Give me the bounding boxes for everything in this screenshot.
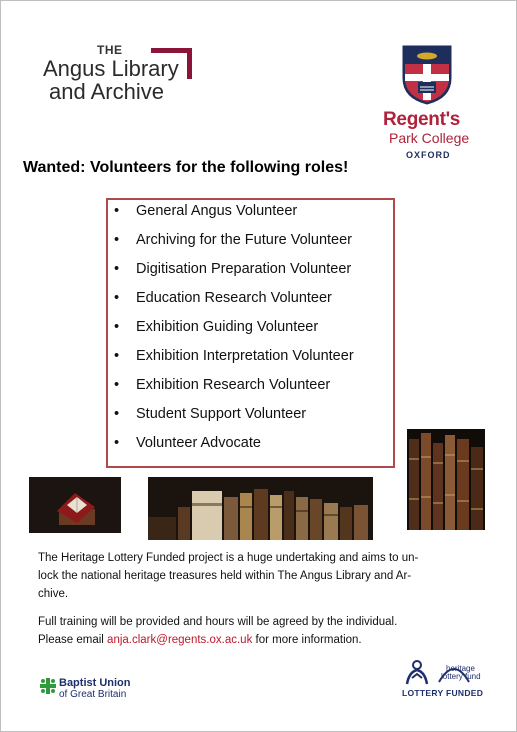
training-line: Full training will be provided and hours will be agreed by the individual.	[38, 616, 398, 628]
page-title: Wanted: Volunteers for the following roles!	[23, 159, 349, 176]
contact-line	[38, 631, 478, 649]
angus-logo-the: THE	[97, 43, 123, 57]
lottery-hands-icon	[403, 658, 431, 686]
contact-paragraph	[38, 613, 478, 649]
role-label: General Angus Volunteer	[136, 203, 298, 219]
role-label: Exhibition Research Volunteer	[136, 377, 331, 393]
intro-line: chive.	[38, 588, 69, 600]
intro-line: The Heritage Lottery Funded project is a huge undertaking and aims to un-	[38, 552, 419, 564]
bullet: •	[114, 319, 120, 335]
contact-prefix: Please email	[38, 634, 108, 646]
intro-paragraph	[38, 549, 468, 603]
regents-logo-name: Regent's	[383, 109, 461, 130]
role-label: Volunteer Advocate	[136, 435, 261, 451]
bullet: •	[114, 406, 120, 422]
lottery-funded-label: LOTTERY FUNDED	[402, 688, 484, 698]
role-label: Exhibition Interpretation Volunteer	[136, 348, 354, 364]
bullet: •	[114, 435, 120, 451]
hlf-line2: lottery fund	[441, 672, 481, 681]
bullet: •	[114, 203, 120, 219]
email-link[interactable]: anja.clark@regents.ox.ac.uk	[107, 634, 253, 646]
regents-logo-city: OXFORD	[406, 150, 451, 160]
contact-suffix: for more information.	[252, 634, 362, 646]
regents-crest-icon	[401, 44, 453, 106]
role-label: Exhibition Guiding Volunteer	[136, 319, 319, 335]
bullet: •	[114, 261, 120, 277]
role-label: Digitisation Preparation Volunteer	[136, 261, 352, 277]
angus-logo-line1: Angus Library	[43, 56, 179, 81]
baptist-union-line2: of Great Britain	[59, 689, 127, 700]
role-label: Education Research Volunteer	[136, 290, 332, 306]
bullet: •	[114, 232, 120, 248]
role-label: Student Support Volunteer	[136, 406, 307, 422]
books-shelf-photo	[148, 477, 373, 540]
hlf-line1: heritage	[446, 664, 475, 673]
bullet: •	[114, 348, 120, 364]
intro-line: lock the national heritage treasures held within The Angus Library and Ar-	[38, 570, 412, 582]
baptist-union-icon	[39, 677, 57, 695]
role-label: Archiving for the Future Volunteer	[136, 232, 353, 248]
roles-box	[106, 198, 395, 468]
books-vertical-photo	[407, 429, 485, 530]
bullet: •	[114, 290, 120, 306]
angus-logo-line2: and Archive	[49, 79, 164, 104]
baptist-union-line1: Baptist Union	[59, 677, 131, 689]
angus-logo-bracket	[151, 48, 192, 79]
regents-logo-subtitle: Park College	[389, 130, 470, 146]
bullet: •	[114, 377, 120, 393]
book-photo-small	[29, 477, 121, 533]
